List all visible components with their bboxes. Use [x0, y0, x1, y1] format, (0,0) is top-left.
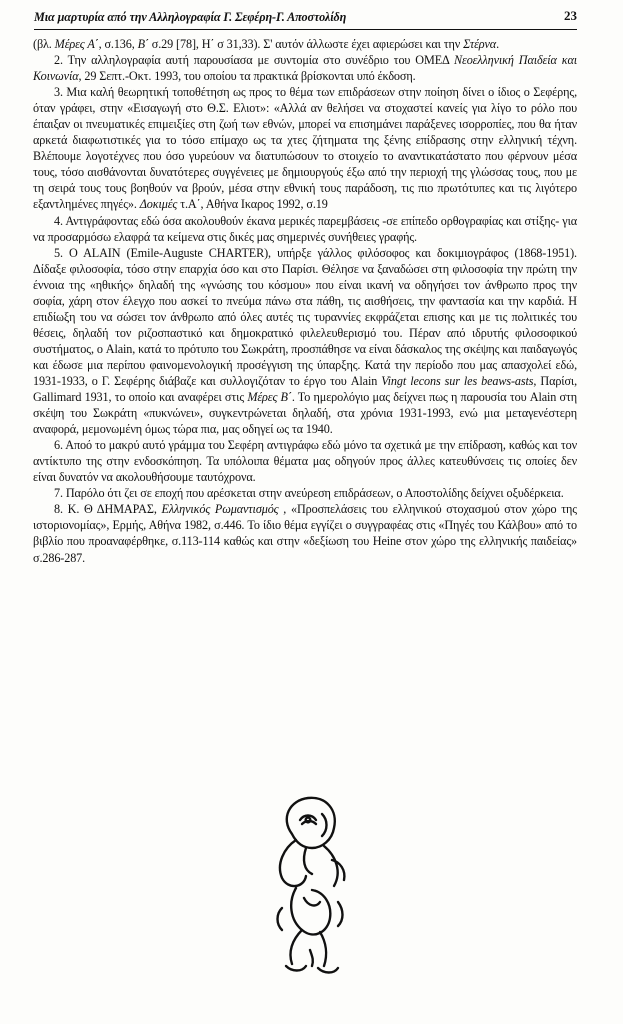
- note-4: 4. Αντιγράφοντας εδώ όσα ακολουθούν έκανα μερικές παρεμβάσεις -σε επίπεδο ορθογραφίας και στίξης- για να προσαρμόσω ελαφρά τα κείμενα στις δικές μας σημερινές συνήθειες γραφής.: [33, 213, 577, 244]
- stylized-figure-drawing-icon: [262, 790, 358, 980]
- note-5: 5. O ALAIN (Emile-Auguste CHARTER), υπήρξε γάλλος φιλόσοφος και δοκιμιογράφος (1868-1951). Δίδαξε φιλοσοφία, τόσο στην επαρχία όσο και στο Παρίσι. Θέλησε να ξαναδώσει στη φιλοσοφία την πρώτη την έννοια της «ηθικής» δηλαδή της «γνώσης του κόσμου» που είναι ικανή να οδηγήσει τον άνθρωπο προς την σοφία, χάρη στον έλεγχο που ασκεί το πνεύμα πάνω στα πάθη, τις αισθήσεις, την φαντασία και την καρδιά. Η επιδίωξη του να σώσει τον άνθρωπο από όλες αυτές τις τυραννίες εκφράζεται επισης και με τις πολιτικές του θέσεις, δηλαδή τον ριζοσπαστικό και δημοκρατικό φιλελευθερισμό του. Πέραν από ιδρυτής φιλοσοφικού συστήματος, ο Alain, κατά το πρότυπο του Σωκράτη, προσπάθησε να είναι δάσκαλος της σκέψης και παιδαγωγός και έδωσε μια περίπου φαινομενολογική προσέγγιση της ύπαρξης. Κατά την περίοδο που μας απασχολεί εδώ, 1931-1933, ο Γ. Σεφέρης διάβαζε και συλλογιζόταν το έργο του Alain Vingt lecons sur les beaws-asts, Παρίσι, Gallimard 1931, το οποίο και αναφέρει στις Μέρες Β΄. Το ημερολόγιο μας δείχνει πως η παρουσία του Alain στη σκέψη του Σωκράτη «πυκνώνει», συγκεντρώνεται δηλαδή, στα χρόνια 1931-1993, ενώ μια μεταγενέστερη αναφορά, μεμονωμένη όμως τώρα πια, μας οδηγεί ως τα 1940.: [33, 245, 577, 437]
- note-7: 7. Παρόλο ότι ζει σε εποχή που αρέσκεται στην ανεύρεση επιδράσεων, ο Αποστολίδης δείχνει οξυδέρκεια.: [54, 486, 564, 501]
- endnotes: [33, 36, 577, 566]
- running-title: Μια μαρτυρία από την Αλληλογραφία Γ. Σεφέρη-Γ. Αποστολίδη: [34, 10, 347, 24]
- note-6: 6. Αποό το μακρύ αυτό γράμμα του Σεφέρη αντιγράφω εδώ μόνο τα σχετικά με την επίδραση, καθώς και τον αντίκτυπο της στην ενδοσκόπηση. Τα υπόλοιπα θέματα μας οδηγούν προς άλλες κατευθύνσεις τις οποίες δεν είναι δυνατόν να ακολουθήσουμε ταυτόχρονα.: [33, 438, 577, 485]
- note-8: 8. Κ. Θ ΔΗΜΑΡΑΣ, Ελληνικός Ρωμαντισμός , «Προσπελάσεις του ελληνικού στοχασμού στον χώρο της ιστοριονομίας», Ερμής, Αθήνα 1982, σ.446. Το ίδιο θέμα εγγίζει ο συγγραφέας στις «Πηγές του Κάλβου» από το βιβλίο που προαναφέρθηκε, σ.113-114 καθώς και στην «δεξίωση του Heine στον χώρο της ελληνικής παιδείας» σ.286-287.: [33, 502, 578, 565]
- note-2: 2. Την αλληλογραφία αυτή παρουσίασα με συντομία στο συνέδριο του ΟΜΕΔ Νεοελληνική Παιδεία και Κοινωνία, 29 Σεπτ.-Οκτ. 1993, του οποίου τα πρακτικά βρίσκονται υπό έκδοση.: [33, 53, 577, 84]
- running-head: [34, 8, 577, 30]
- page-number: 23: [564, 8, 577, 23]
- note-3: 3. Μια καλή θεωρητική τοποθέτηση ως προς το θέμα των επιδράσεων στην ποίηση δίνει ο ίδιος ο Σεφέρης, όταν γράφει, στην «Εισαγωγή στο Θ.Σ. Ελιοτ»: «Αλλά αν θελήσει να στοχαστεί κανείς για λίγο το ρόλο που έπαιξαν οι πνευματικές επιμειξίες στη ζωή των εθνών, μπορεί να επισημάνει παράξενες ισορροπίες, που θα ήταν αρκετά διαφωτιστικές για το τόσο επίμαχο ως τα χτες ζήτηματα της ξένης επίδρασης στην ελληνική τέχνη. Βλέπουμε λογοτέχνες που όσο γυρεύουν να διατυπώσουν το στοιχείο το αναντικατάστατο που φέρνουν μέσα τους, τόσο αισθάνονται δυνατότερες συγγένειες με δημιουργούς έξω από την περιοχή της γλώσσας τους, που με τη σειρά τους τους βοηθούν να βρούν, μέσα στην εθνική τους παράδοση, τις πιο πρωτότυπες και τις λιγότερο εξαντλημένες πηγές». Δοκιμές τ.Α΄, Αθήνα Ικαρος 1992, σ.19: [33, 85, 577, 212]
- note-1-continuation: (βλ. Μέρες Α΄, σ.136, Β΄ σ.29 [78], Η΄ σ 31,33). Σ' αυτόν άλλωστε έχει αφιερώσει και την Στέρνα.: [33, 37, 499, 51]
